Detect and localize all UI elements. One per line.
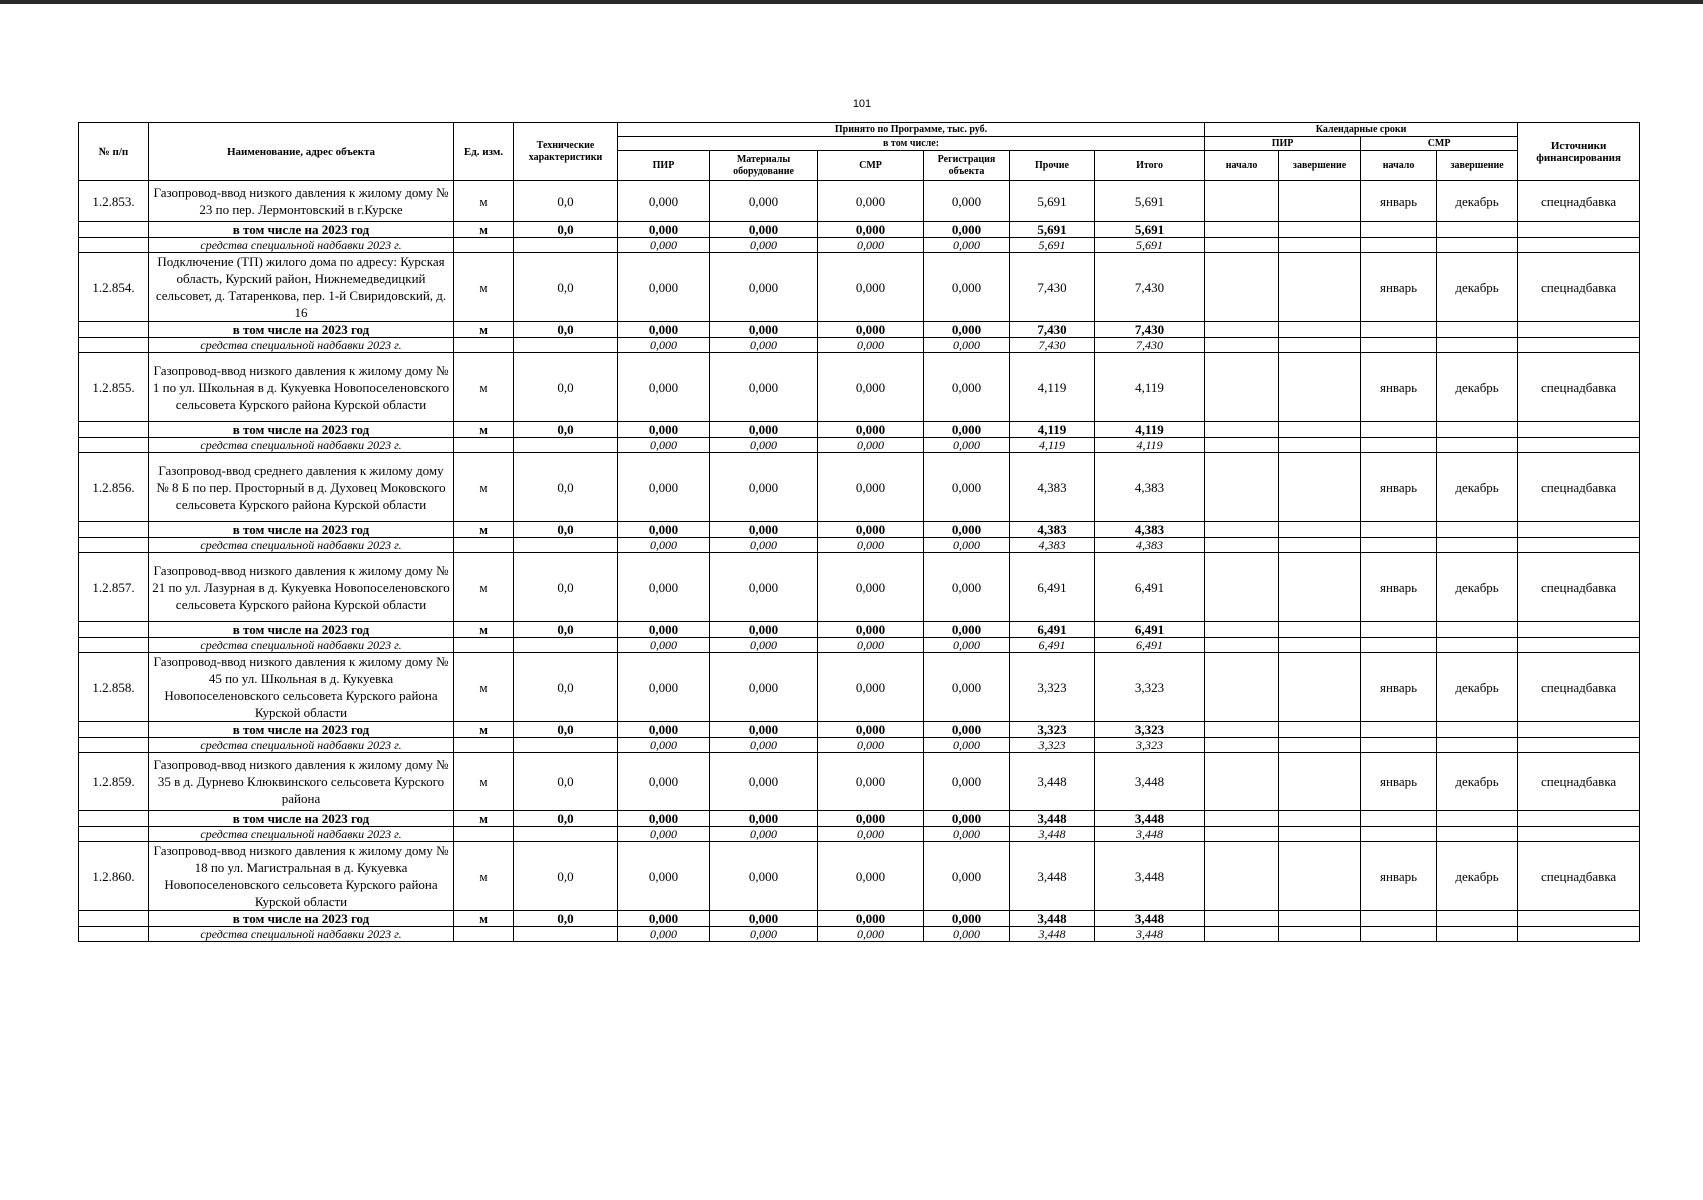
- row-id: 1.2.853.: [79, 181, 149, 222]
- smr: 0,000: [818, 553, 924, 622]
- materials: 0,000: [710, 253, 818, 322]
- funding-row: [79, 538, 1640, 553]
- materials: 0,000: [710, 422, 818, 438]
- other: 3,448: [1010, 811, 1095, 827]
- materials: 0,000: [710, 738, 818, 753]
- tech: 0,0: [514, 753, 618, 811]
- unit: м: [454, 253, 514, 322]
- pir: 0,000: [618, 911, 710, 927]
- tech: 0,0: [514, 353, 618, 422]
- subtotal-row: [79, 422, 1640, 438]
- object-name: Газопровод-ввод среднего давления к жилому дому № 8 Б по пер. Просторный в д. Духовец Моковского сельсовета Курского района Курской области: [149, 453, 454, 522]
- smr-end: декабрь: [1437, 253, 1518, 322]
- registration: 0,000: [924, 238, 1010, 253]
- smr-start: январь: [1361, 653, 1437, 722]
- materials: 0,000: [710, 522, 818, 538]
- pir-end: [1279, 181, 1361, 222]
- materials: 0,000: [710, 181, 818, 222]
- total: 3,323: [1095, 738, 1205, 753]
- subtotal-label: в том числе на 2023 год: [149, 222, 454, 238]
- pir-start: [1205, 181, 1279, 222]
- total: 5,691: [1095, 222, 1205, 238]
- smr: 0,000: [818, 522, 924, 538]
- tech: 0,0: [514, 453, 618, 522]
- source: спецнадбавка: [1518, 553, 1640, 622]
- pir: 0,000: [618, 238, 710, 253]
- scan-edge: [0, 0, 1703, 4]
- pir-start: [1205, 842, 1279, 911]
- materials: 0,000: [710, 911, 818, 927]
- funding-row: [79, 438, 1640, 453]
- total: 7,430: [1095, 338, 1205, 353]
- smr: 0,000: [818, 238, 924, 253]
- materials: 0,000: [710, 353, 818, 422]
- funding-label: средства специальной надбавки 2023 г.: [149, 338, 454, 353]
- pir: 0,000: [618, 553, 710, 622]
- tech: 0,0: [514, 722, 618, 738]
- total: 4,383: [1095, 453, 1205, 522]
- other: 4,119: [1010, 438, 1095, 453]
- smr-start: январь: [1361, 553, 1437, 622]
- other: 6,491: [1010, 553, 1095, 622]
- unit: м: [454, 453, 514, 522]
- smr: 0,000: [818, 181, 924, 222]
- object-row: [79, 753, 1640, 811]
- header-name: Наименование, адрес объекта: [149, 123, 454, 181]
- pir: 0,000: [618, 253, 710, 322]
- other: 3,448: [1010, 911, 1095, 927]
- header-smr-end: завершение: [1437, 151, 1518, 181]
- total: 6,491: [1095, 553, 1205, 622]
- object-name: Газопровод-ввод низкого давления к жилому дому № 35 в д. Дурнево Клюквинского сельсовета Курского района: [149, 753, 454, 811]
- pir-start: [1205, 653, 1279, 722]
- materials: 0,000: [710, 842, 818, 911]
- funding-row: [79, 927, 1640, 942]
- materials: 0,000: [710, 538, 818, 553]
- funding-row: [79, 238, 1640, 253]
- source: спецнадбавка: [1518, 453, 1640, 522]
- pir: 0,000: [618, 811, 710, 827]
- pir-start: [1205, 753, 1279, 811]
- total: 3,323: [1095, 722, 1205, 738]
- materials: 0,000: [710, 438, 818, 453]
- total: 4,383: [1095, 522, 1205, 538]
- tech: 0,0: [514, 322, 618, 338]
- smr-end: декабрь: [1437, 842, 1518, 911]
- other: 4,383: [1010, 538, 1095, 553]
- tech: 0,0: [514, 842, 618, 911]
- tech: 0,0: [514, 253, 618, 322]
- tech: 0,0: [514, 522, 618, 538]
- pir-start: [1205, 353, 1279, 422]
- funding-label: средства специальной надбавки 2023 г.: [149, 538, 454, 553]
- other: 4,119: [1010, 353, 1095, 422]
- pir-start: [1205, 553, 1279, 622]
- row-id: 1.2.856.: [79, 453, 149, 522]
- header-smr: СМР: [818, 151, 924, 181]
- materials: 0,000: [710, 622, 818, 638]
- pir-end: [1279, 453, 1361, 522]
- total: 4,119: [1095, 353, 1205, 422]
- header-including: в том числе:: [618, 137, 1205, 151]
- other: 5,691: [1010, 181, 1095, 222]
- subtotal-label: в том числе на 2023 год: [149, 322, 454, 338]
- row-id: 1.2.858.: [79, 653, 149, 722]
- tech: 0,0: [514, 553, 618, 622]
- registration: 0,000: [924, 927, 1010, 942]
- header-num: № п/п: [79, 123, 149, 181]
- smr-start: январь: [1361, 181, 1437, 222]
- other: 3,323: [1010, 653, 1095, 722]
- total: 3,448: [1095, 753, 1205, 811]
- materials: 0,000: [710, 653, 818, 722]
- header-total: Итого: [1095, 151, 1205, 181]
- subtotal-label: в том числе на 2023 год: [149, 811, 454, 827]
- page-number: 101: [852, 98, 872, 110]
- funding-label: средства специальной надбавки 2023 г.: [149, 738, 454, 753]
- smr: 0,000: [818, 453, 924, 522]
- other: 7,430: [1010, 338, 1095, 353]
- registration: 0,000: [924, 353, 1010, 422]
- pir-end: [1279, 353, 1361, 422]
- registration: 0,000: [924, 811, 1010, 827]
- header-calendar: Календарные сроки: [1205, 123, 1518, 137]
- pir: 0,000: [618, 422, 710, 438]
- smr: 0,000: [818, 842, 924, 911]
- registration: 0,000: [924, 753, 1010, 811]
- total: 4,119: [1095, 422, 1205, 438]
- program-table: [78, 122, 1640, 942]
- subtotal-label: в том числе на 2023 год: [149, 911, 454, 927]
- smr: 0,000: [818, 422, 924, 438]
- smr-end: декабрь: [1437, 181, 1518, 222]
- row-id: 1.2.854.: [79, 253, 149, 322]
- materials: 0,000: [710, 238, 818, 253]
- total: 3,448: [1095, 811, 1205, 827]
- other: 7,430: [1010, 253, 1095, 322]
- source: спецнадбавка: [1518, 842, 1640, 911]
- registration: 0,000: [924, 422, 1010, 438]
- unit: м: [454, 811, 514, 827]
- registration: 0,000: [924, 911, 1010, 927]
- smr: 0,000: [818, 753, 924, 811]
- funding-row: [79, 638, 1640, 653]
- pir: 0,000: [618, 538, 710, 553]
- other: 4,119: [1010, 422, 1095, 438]
- smr: 0,000: [818, 827, 924, 842]
- other: 3,448: [1010, 842, 1095, 911]
- header-cal-pir: ПИР: [1205, 137, 1361, 151]
- smr-start: январь: [1361, 353, 1437, 422]
- smr: 0,000: [818, 338, 924, 353]
- registration: 0,000: [924, 253, 1010, 322]
- header-registration: Регистрация объекта: [924, 151, 1010, 181]
- smr-start: январь: [1361, 842, 1437, 911]
- total: 5,691: [1095, 181, 1205, 222]
- object-row: [79, 181, 1640, 222]
- pir-end: [1279, 253, 1361, 322]
- header-unit: Ед. изм.: [454, 123, 514, 181]
- object-row: [79, 553, 1640, 622]
- registration: 0,000: [924, 653, 1010, 722]
- header-cal-smr: СМР: [1361, 137, 1518, 151]
- funding-label: средства специальной надбавки 2023 г.: [149, 238, 454, 253]
- object-name: Газопровод-ввод низкого давления к жилому дому № 1 по ул. Школьная в д. Кукуевка Новопоселеновского сельсовета Курского района Курской области: [149, 353, 454, 422]
- materials: 0,000: [710, 222, 818, 238]
- total: 3,448: [1095, 842, 1205, 911]
- smr: 0,000: [818, 738, 924, 753]
- registration: 0,000: [924, 827, 1010, 842]
- header-tech: Технические характеристики: [514, 123, 618, 181]
- pir: 0,000: [618, 353, 710, 422]
- table-header: [79, 123, 1640, 181]
- tech: 0,0: [514, 181, 618, 222]
- pir: 0,000: [618, 653, 710, 722]
- smr: 0,000: [818, 722, 924, 738]
- materials: 0,000: [710, 927, 818, 942]
- smr: 0,000: [818, 222, 924, 238]
- pir: 0,000: [618, 338, 710, 353]
- smr: 0,000: [818, 322, 924, 338]
- header-other: Прочие: [1010, 151, 1095, 181]
- total: 4,119: [1095, 438, 1205, 453]
- pir-end: [1279, 842, 1361, 911]
- smr: 0,000: [818, 653, 924, 722]
- unit: м: [454, 622, 514, 638]
- subtotal-label: в том числе на 2023 год: [149, 622, 454, 638]
- header-source: Источники финансирования: [1518, 123, 1640, 181]
- total: 3,448: [1095, 911, 1205, 927]
- object-name: Газопровод-ввод низкого давления к жилому дому № 45 по ул. Школьная в д. Кукуевка Новопоселеновского сельсовета Курского района Курской области: [149, 653, 454, 722]
- funding-label: средства специальной надбавки 2023 г.: [149, 638, 454, 653]
- unit: м: [454, 753, 514, 811]
- subtotal-row: [79, 322, 1640, 338]
- funding-row: [79, 827, 1640, 842]
- smr: 0,000: [818, 253, 924, 322]
- pir: 0,000: [618, 842, 710, 911]
- smr: 0,000: [818, 911, 924, 927]
- row-id: 1.2.859.: [79, 753, 149, 811]
- registration: 0,000: [924, 453, 1010, 522]
- smr-end: декабрь: [1437, 753, 1518, 811]
- smr-end: декабрь: [1437, 353, 1518, 422]
- smr-end: декабрь: [1437, 453, 1518, 522]
- source: спецнадбавка: [1518, 181, 1640, 222]
- other: 6,491: [1010, 622, 1095, 638]
- registration: 0,000: [924, 738, 1010, 753]
- total: 5,691: [1095, 238, 1205, 253]
- registration: 0,000: [924, 222, 1010, 238]
- unit: м: [454, 181, 514, 222]
- funding-row: [79, 338, 1640, 353]
- pir: 0,000: [618, 722, 710, 738]
- registration: 0,000: [924, 338, 1010, 353]
- unit: м: [454, 522, 514, 538]
- materials: 0,000: [710, 638, 818, 653]
- tech: 0,0: [514, 622, 618, 638]
- smr: 0,000: [818, 438, 924, 453]
- header-pir-start: начало: [1205, 151, 1279, 181]
- smr-end: декабрь: [1437, 653, 1518, 722]
- other: 3,448: [1010, 927, 1095, 942]
- pir: 0,000: [618, 638, 710, 653]
- pir: 0,000: [618, 222, 710, 238]
- other: 4,383: [1010, 453, 1095, 522]
- registration: 0,000: [924, 538, 1010, 553]
- object-name: Газопровод-ввод низкого давления к жилому дому № 23 по пер. Лермонтовский в г.Курске: [149, 181, 454, 222]
- registration: 0,000: [924, 322, 1010, 338]
- subtotal-row: [79, 622, 1640, 638]
- pir-start: [1205, 453, 1279, 522]
- smr: 0,000: [818, 538, 924, 553]
- tech: 0,0: [514, 653, 618, 722]
- smr: 0,000: [818, 638, 924, 653]
- tech: 0,0: [514, 811, 618, 827]
- total: 6,491: [1095, 638, 1205, 653]
- pir: 0,000: [618, 322, 710, 338]
- source: спецнадбавка: [1518, 353, 1640, 422]
- subtotal-row: [79, 222, 1640, 238]
- total: 7,430: [1095, 322, 1205, 338]
- registration: 0,000: [924, 622, 1010, 638]
- unit: м: [454, 353, 514, 422]
- unit: м: [454, 842, 514, 911]
- subtotal-row: [79, 722, 1640, 738]
- subtotal-row: [79, 522, 1640, 538]
- materials: 0,000: [710, 722, 818, 738]
- smr: 0,000: [818, 622, 924, 638]
- other: 3,323: [1010, 722, 1095, 738]
- pir: 0,000: [618, 438, 710, 453]
- header-pir-end: завершение: [1279, 151, 1361, 181]
- row-id: 1.2.855.: [79, 353, 149, 422]
- materials: 0,000: [710, 827, 818, 842]
- object-row: [79, 253, 1640, 322]
- total: 3,323: [1095, 653, 1205, 722]
- object-row: [79, 842, 1640, 911]
- funding-label: средства специальной надбавки 2023 г.: [149, 927, 454, 942]
- total: 3,448: [1095, 927, 1205, 942]
- object-row: [79, 653, 1640, 722]
- pir: 0,000: [618, 927, 710, 942]
- row-id: 1.2.860.: [79, 842, 149, 911]
- materials: 0,000: [710, 322, 818, 338]
- other: 5,691: [1010, 238, 1095, 253]
- unit: м: [454, 322, 514, 338]
- registration: 0,000: [924, 842, 1010, 911]
- smr-start: январь: [1361, 753, 1437, 811]
- funding-row: [79, 738, 1640, 753]
- object-name: Газопровод-ввод низкого давления к жилому дому № 21 по ул. Лазурная в д. Кукуевка Новопоселеновского сельсовета Курского района Курской области: [149, 553, 454, 622]
- pir-end: [1279, 553, 1361, 622]
- total: 7,430: [1095, 253, 1205, 322]
- header-pir: ПИР: [618, 151, 710, 181]
- funding-label: средства специальной надбавки 2023 г.: [149, 827, 454, 842]
- pir: 0,000: [618, 738, 710, 753]
- other: 5,691: [1010, 222, 1095, 238]
- funding-label: средства специальной надбавки 2023 г.: [149, 438, 454, 453]
- header-program: Принято по Программе, тыс. руб.: [618, 123, 1205, 137]
- header-smr-start: начало: [1361, 151, 1437, 181]
- subtotal-label: в том числе на 2023 год: [149, 422, 454, 438]
- pir: 0,000: [618, 522, 710, 538]
- object-name: Газопровод-ввод низкого давления к жилому дому № 18 по ул. Магистральная в д. Кукуевка Новопоселеновского сельсовета Курского района Курской области: [149, 842, 454, 911]
- registration: 0,000: [924, 553, 1010, 622]
- registration: 0,000: [924, 438, 1010, 453]
- unit: м: [454, 911, 514, 927]
- total: 4,383: [1095, 538, 1205, 553]
- smr-start: январь: [1361, 453, 1437, 522]
- pir-start: [1205, 253, 1279, 322]
- pir-end: [1279, 753, 1361, 811]
- header-materials: Материалы оборудование: [710, 151, 818, 181]
- subtotal-label: в том числе на 2023 год: [149, 722, 454, 738]
- table-body: [79, 181, 1640, 942]
- pir: 0,000: [618, 181, 710, 222]
- subtotal-label: в том числе на 2023 год: [149, 522, 454, 538]
- smr-end: декабрь: [1437, 553, 1518, 622]
- unit: м: [454, 653, 514, 722]
- pir: 0,000: [618, 622, 710, 638]
- unit: м: [454, 222, 514, 238]
- other: 7,430: [1010, 322, 1095, 338]
- materials: 0,000: [710, 811, 818, 827]
- pir-end: [1279, 653, 1361, 722]
- source: спецнадбавка: [1518, 253, 1640, 322]
- smr-start: январь: [1361, 253, 1437, 322]
- registration: 0,000: [924, 722, 1010, 738]
- total: 3,448: [1095, 827, 1205, 842]
- other: 3,323: [1010, 738, 1095, 753]
- other: 6,491: [1010, 638, 1095, 653]
- tech: 0,0: [514, 222, 618, 238]
- materials: 0,000: [710, 453, 818, 522]
- pir: 0,000: [618, 453, 710, 522]
- smr: 0,000: [818, 353, 924, 422]
- source: спецнадбавка: [1518, 753, 1640, 811]
- registration: 0,000: [924, 522, 1010, 538]
- object-row: [79, 353, 1640, 422]
- unit: м: [454, 722, 514, 738]
- other: 4,383: [1010, 522, 1095, 538]
- row-id: 1.2.857.: [79, 553, 149, 622]
- smr: 0,000: [818, 927, 924, 942]
- object-name: Подключение (ТП) жилого дома по адресу: Курская область, Курский район, Нижнемедведицкий сельсовет, д. Татаренкова, пер. 1-й Свиридовский, д. 16: [149, 253, 454, 322]
- pir: 0,000: [618, 827, 710, 842]
- smr: 0,000: [818, 811, 924, 827]
- materials: 0,000: [710, 338, 818, 353]
- source: спецнадбавка: [1518, 653, 1640, 722]
- tech: 0,0: [514, 911, 618, 927]
- materials: 0,000: [710, 553, 818, 622]
- unit: м: [454, 422, 514, 438]
- unit: м: [454, 553, 514, 622]
- tech: 0,0: [514, 422, 618, 438]
- subtotal-row: [79, 811, 1640, 827]
- other: 3,448: [1010, 753, 1095, 811]
- subtotal-row: [79, 911, 1640, 927]
- registration: 0,000: [924, 181, 1010, 222]
- object-row: [79, 453, 1640, 522]
- materials: 0,000: [710, 753, 818, 811]
- total: 6,491: [1095, 622, 1205, 638]
- pir: 0,000: [618, 753, 710, 811]
- other: 3,448: [1010, 827, 1095, 842]
- registration: 0,000: [924, 638, 1010, 653]
